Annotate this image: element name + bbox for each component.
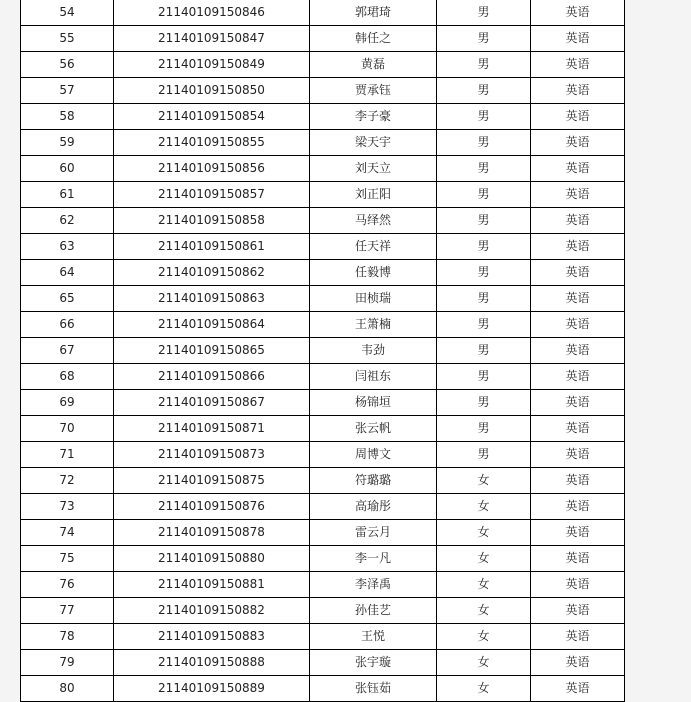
table-row bbox=[21, 416, 625, 442]
gender-cell: 男 bbox=[437, 338, 531, 364]
student-name-cell: 张云帆 bbox=[310, 416, 437, 442]
student-id-cell: 21140109150855 bbox=[114, 130, 310, 156]
student-name-cell: 李一凡 bbox=[310, 546, 437, 572]
gender-cell: 男 bbox=[437, 182, 531, 208]
table-row bbox=[21, 572, 625, 598]
table-row bbox=[21, 26, 625, 52]
student-id-cell: 21140109150878 bbox=[114, 520, 310, 546]
student-id-cell: 21140109150876 bbox=[114, 494, 310, 520]
row-number-cell: 78 bbox=[21, 624, 114, 650]
language-cell: 英语 bbox=[531, 494, 625, 520]
language-cell: 英语 bbox=[531, 78, 625, 104]
table-row bbox=[21, 312, 625, 338]
student-name-cell: 任毅博 bbox=[310, 260, 437, 286]
student-id-cell: 21140109150880 bbox=[114, 546, 310, 572]
table-row bbox=[21, 390, 625, 416]
table-row bbox=[21, 208, 625, 234]
gender-cell: 男 bbox=[437, 364, 531, 390]
student-name-cell: 郭珺琦 bbox=[310, 0, 437, 26]
student-id-cell: 21140109150854 bbox=[114, 104, 310, 130]
gender-cell: 男 bbox=[437, 52, 531, 78]
gender-cell: 女 bbox=[437, 650, 531, 676]
language-cell: 英语 bbox=[531, 312, 625, 338]
student-name-cell: 张宇璇 bbox=[310, 650, 437, 676]
row-number-cell: 60 bbox=[21, 156, 114, 182]
student-id-cell: 21140109150865 bbox=[114, 338, 310, 364]
student-name-cell: 马绎然 bbox=[310, 208, 437, 234]
gender-cell: 女 bbox=[437, 676, 531, 702]
student-id-cell: 21140109150861 bbox=[114, 234, 310, 260]
row-number-cell: 54 bbox=[21, 0, 114, 26]
language-cell: 英语 bbox=[531, 0, 625, 26]
student-name-cell: 刘天立 bbox=[310, 156, 437, 182]
language-cell: 英语 bbox=[531, 624, 625, 650]
gender-cell: 男 bbox=[437, 104, 531, 130]
language-cell: 英语 bbox=[531, 572, 625, 598]
student-name-cell: 周博文 bbox=[310, 442, 437, 468]
student-roster-table bbox=[20, 0, 625, 702]
student-id-cell: 21140109150856 bbox=[114, 156, 310, 182]
table-row bbox=[21, 234, 625, 260]
gender-cell: 男 bbox=[437, 312, 531, 338]
table-row bbox=[21, 156, 625, 182]
gender-cell: 女 bbox=[437, 624, 531, 650]
row-number-cell: 75 bbox=[21, 546, 114, 572]
gender-cell: 女 bbox=[437, 598, 531, 624]
gender-cell: 女 bbox=[437, 468, 531, 494]
language-cell: 英语 bbox=[531, 676, 625, 702]
student-name-cell: 贾承钰 bbox=[310, 78, 437, 104]
gender-cell: 男 bbox=[437, 0, 531, 26]
gender-cell: 男 bbox=[437, 78, 531, 104]
gender-cell: 女 bbox=[437, 520, 531, 546]
gender-cell: 男 bbox=[437, 156, 531, 182]
student-id-cell: 21140109150849 bbox=[114, 52, 310, 78]
student-id-cell: 21140109150866 bbox=[114, 364, 310, 390]
student-id-cell: 21140109150875 bbox=[114, 468, 310, 494]
language-cell: 英语 bbox=[531, 442, 625, 468]
student-id-cell: 21140109150889 bbox=[114, 676, 310, 702]
roster-body bbox=[21, 0, 625, 702]
language-cell: 英语 bbox=[531, 364, 625, 390]
row-number-cell: 56 bbox=[21, 52, 114, 78]
row-number-cell: 55 bbox=[21, 26, 114, 52]
student-name-cell: 黄磊 bbox=[310, 52, 437, 78]
row-number-cell: 66 bbox=[21, 312, 114, 338]
language-cell: 英语 bbox=[531, 546, 625, 572]
student-id-cell: 21140109150862 bbox=[114, 260, 310, 286]
table-row bbox=[21, 52, 625, 78]
student-name-cell: 王悦 bbox=[310, 624, 437, 650]
table-row bbox=[21, 494, 625, 520]
row-number-cell: 59 bbox=[21, 130, 114, 156]
student-id-cell: 21140109150858 bbox=[114, 208, 310, 234]
student-name-cell: 雷云月 bbox=[310, 520, 437, 546]
row-number-cell: 58 bbox=[21, 104, 114, 130]
table-row bbox=[21, 442, 625, 468]
language-cell: 英语 bbox=[531, 26, 625, 52]
student-name-cell: 张钰茹 bbox=[310, 676, 437, 702]
student-id-cell: 21140109150882 bbox=[114, 598, 310, 624]
student-name-cell: 杨锦垣 bbox=[310, 390, 437, 416]
row-number-cell: 73 bbox=[21, 494, 114, 520]
row-number-cell: 65 bbox=[21, 286, 114, 312]
language-cell: 英语 bbox=[531, 468, 625, 494]
gender-cell: 男 bbox=[437, 260, 531, 286]
gender-cell: 男 bbox=[437, 442, 531, 468]
language-cell: 英语 bbox=[531, 182, 625, 208]
student-id-cell: 21140109150846 bbox=[114, 0, 310, 26]
row-number-cell: 79 bbox=[21, 650, 114, 676]
student-id-cell: 21140109150857 bbox=[114, 182, 310, 208]
student-id-cell: 21140109150873 bbox=[114, 442, 310, 468]
table-row bbox=[21, 130, 625, 156]
table-row bbox=[21, 650, 625, 676]
row-number-cell: 71 bbox=[21, 442, 114, 468]
student-id-cell: 21140109150850 bbox=[114, 78, 310, 104]
table-row bbox=[21, 182, 625, 208]
gender-cell: 男 bbox=[437, 234, 531, 260]
language-cell: 英语 bbox=[531, 390, 625, 416]
student-name-cell: 韦劲 bbox=[310, 338, 437, 364]
student-name-cell: 梁天宇 bbox=[310, 130, 437, 156]
gender-cell: 男 bbox=[437, 208, 531, 234]
student-id-cell: 21140109150867 bbox=[114, 390, 310, 416]
student-name-cell: 高瑜彤 bbox=[310, 494, 437, 520]
table-row bbox=[21, 468, 625, 494]
row-number-cell: 62 bbox=[21, 208, 114, 234]
language-cell: 英语 bbox=[531, 416, 625, 442]
student-name-cell: 闫祖东 bbox=[310, 364, 437, 390]
row-number-cell: 63 bbox=[21, 234, 114, 260]
language-cell: 英语 bbox=[531, 104, 625, 130]
language-cell: 英语 bbox=[531, 52, 625, 78]
gender-cell: 女 bbox=[437, 572, 531, 598]
row-number-cell: 69 bbox=[21, 390, 114, 416]
table-row bbox=[21, 624, 625, 650]
language-cell: 英语 bbox=[531, 650, 625, 676]
student-id-cell: 21140109150847 bbox=[114, 26, 310, 52]
student-name-cell: 刘正阳 bbox=[310, 182, 437, 208]
language-cell: 英语 bbox=[531, 286, 625, 312]
table-row bbox=[21, 0, 625, 26]
row-number-cell: 57 bbox=[21, 78, 114, 104]
gender-cell: 男 bbox=[437, 416, 531, 442]
row-number-cell: 64 bbox=[21, 260, 114, 286]
row-number-cell: 67 bbox=[21, 338, 114, 364]
language-cell: 英语 bbox=[531, 338, 625, 364]
row-number-cell: 80 bbox=[21, 676, 114, 702]
student-name-cell: 田桢瑞 bbox=[310, 286, 437, 312]
language-cell: 英语 bbox=[531, 520, 625, 546]
gender-cell: 男 bbox=[437, 130, 531, 156]
table-row bbox=[21, 598, 625, 624]
student-id-cell: 21140109150864 bbox=[114, 312, 310, 338]
gender-cell: 女 bbox=[437, 546, 531, 572]
table-row bbox=[21, 338, 625, 364]
language-cell: 英语 bbox=[531, 208, 625, 234]
student-id-cell: 21140109150863 bbox=[114, 286, 310, 312]
student-name-cell: 李子豪 bbox=[310, 104, 437, 130]
student-name-cell: 孙佳艺 bbox=[310, 598, 437, 624]
table-row bbox=[21, 104, 625, 130]
row-number-cell: 68 bbox=[21, 364, 114, 390]
table-row bbox=[21, 260, 625, 286]
student-id-cell: 21140109150888 bbox=[114, 650, 310, 676]
row-number-cell: 72 bbox=[21, 468, 114, 494]
table-row bbox=[21, 78, 625, 104]
table-row bbox=[21, 286, 625, 312]
table-row bbox=[21, 546, 625, 572]
student-id-cell: 21140109150881 bbox=[114, 572, 310, 598]
row-number-cell: 74 bbox=[21, 520, 114, 546]
student-name-cell: 任天祥 bbox=[310, 234, 437, 260]
language-cell: 英语 bbox=[531, 156, 625, 182]
student-name-cell: 王箫楠 bbox=[310, 312, 437, 338]
gender-cell: 男 bbox=[437, 286, 531, 312]
language-cell: 英语 bbox=[531, 130, 625, 156]
student-name-cell: 符璐璐 bbox=[310, 468, 437, 494]
table-row bbox=[21, 364, 625, 390]
table-row bbox=[21, 520, 625, 546]
language-cell: 英语 bbox=[531, 234, 625, 260]
row-number-cell: 76 bbox=[21, 572, 114, 598]
gender-cell: 男 bbox=[437, 26, 531, 52]
student-name-cell: 李泽禹 bbox=[310, 572, 437, 598]
table-row bbox=[21, 676, 625, 702]
language-cell: 英语 bbox=[531, 260, 625, 286]
language-cell: 英语 bbox=[531, 598, 625, 624]
row-number-cell: 70 bbox=[21, 416, 114, 442]
row-number-cell: 61 bbox=[21, 182, 114, 208]
gender-cell: 女 bbox=[437, 494, 531, 520]
student-id-cell: 21140109150883 bbox=[114, 624, 310, 650]
row-number-cell: 77 bbox=[21, 598, 114, 624]
gender-cell: 男 bbox=[437, 390, 531, 416]
student-name-cell: 韩任之 bbox=[310, 26, 437, 52]
student-id-cell: 21140109150871 bbox=[114, 416, 310, 442]
